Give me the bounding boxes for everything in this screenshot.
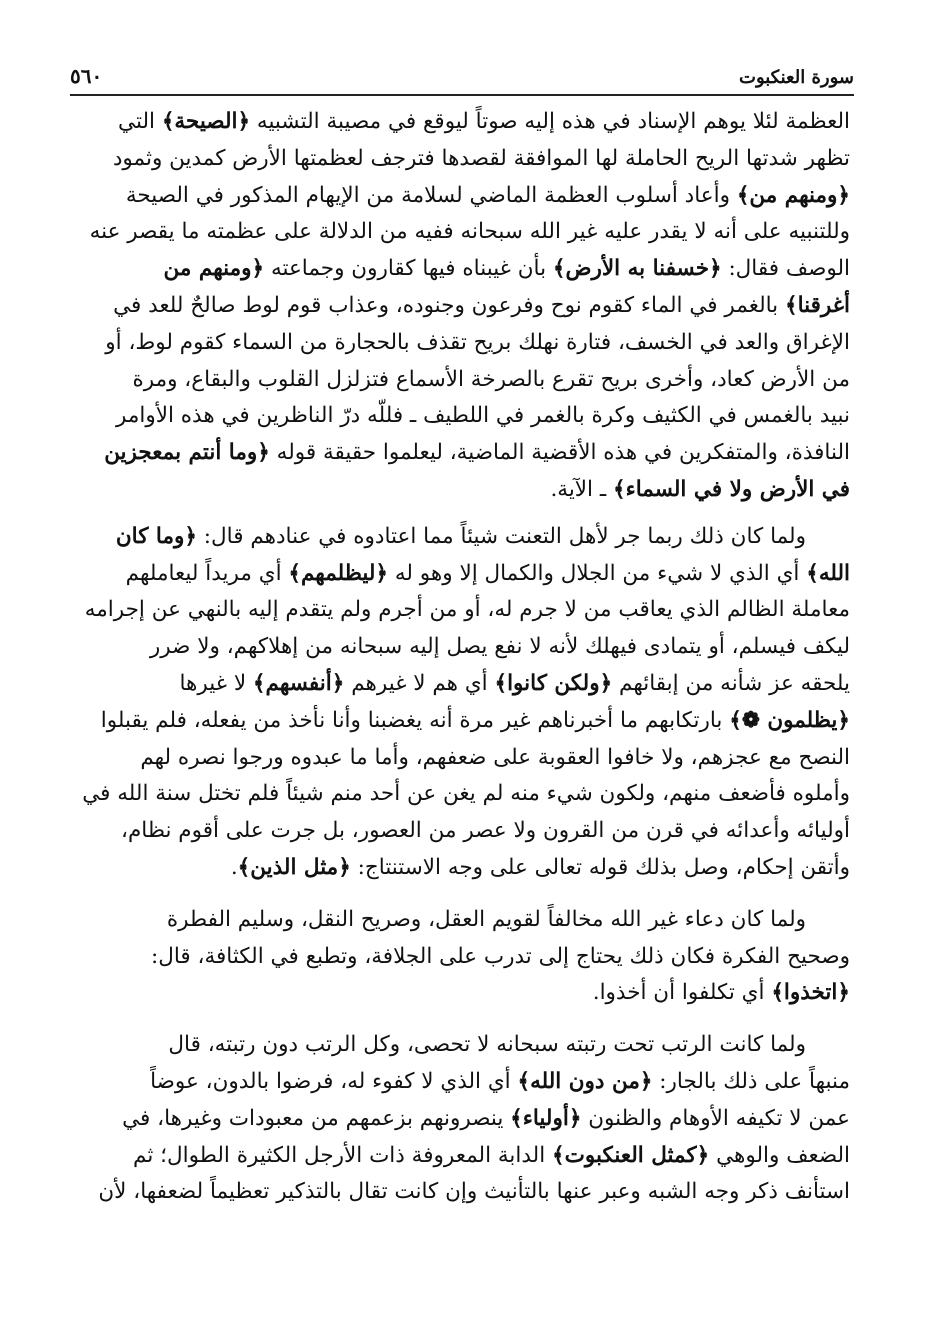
text-line: ولما كانت الرتب تحت رتبته سبحانه لا تحصى، وكل الرتب دون رتبته، قال xyxy=(168,1032,806,1058)
paragraph xyxy=(74,519,850,887)
text-line: وللتنبيه على أنه لا يقدر عليه غير الله سبحانه ففيه من الدلالة على عظمته ما يقصر عنه xyxy=(89,219,850,245)
text-line: معاملة الظالم الذي يعاقب من لا جرم له، أو من أجرم ولم يتقدم إليه بالنهي عن إجرامه xyxy=(84,597,850,623)
text-line: استأنف ذكر وجه الشبه وعبر عنها بالتأنيث وإن كانت تقال بالتذكير تعظيماً لضعفها، لأن xyxy=(98,1179,850,1205)
text-line: الله﴾ أي الذي لا شيء من الجلال والكمال إلا وهو له ﴿ليظلمهم﴾ أي مريداً ليعاملهم xyxy=(125,560,850,586)
text-line: ليكف فيسلم، أو يتمادى فيهلك لأنه لا نفع يصل إليه سبحانه من إهلاكهم، ولا ضرر xyxy=(149,634,850,660)
text-line: الضعف والوهي ﴿كمثل العنكبوت﴾ الدابة المعروفة ذات الأرجل الكثيرة الطوال؛ ثم xyxy=(133,1142,850,1168)
surah-title: سورة العنكبوت xyxy=(739,67,854,88)
text-line: النافذة، والمتفكرين في هذه الأقضية الماضية، ليعلموا حقيقة قوله ﴿وما أنتم بمعجزين xyxy=(104,440,850,466)
paragraph xyxy=(74,1027,850,1211)
text-line: العظمة لئلا يوهم الإسناد في هذه إليه صوتاً ليوقع في مصيبة التشبيه ﴿الصيحة﴾ التي xyxy=(118,109,850,134)
paragraph xyxy=(74,104,850,509)
text-line: أوليائه وأعدائه في قرن من القرون ولا عصر من العصور، بل جرت على أقوم نظام، xyxy=(121,818,850,844)
text-line: يلحقه عز شأنه من إبقائهم ﴿ولكن كانوا﴾ أي هم لا غيرهم ﴿أنفسهم﴾ لا غيرها xyxy=(179,670,850,696)
text-line: عمن لا تكيفه الأوهام والظنون ﴿أولياء﴾ ينصرونهم بزعمهم من معبودات وغيرها، في xyxy=(122,1105,850,1131)
text-line: في الأرض ولا في السماء﴾ ـ الآية. xyxy=(550,476,850,502)
page-number: ٥٦٠ xyxy=(70,64,103,88)
body-text xyxy=(74,104,850,1226)
paragraph xyxy=(74,902,850,1012)
page-header xyxy=(70,56,854,96)
text-line: وأتقن إحكام، وصل بذلك قوله تعالى على وجه الاستنتاج: ﴿مثل الذين﴾. xyxy=(230,854,850,880)
text-line: وأملوه فأضعف منهم، ولكون شيء منه لم يغن عن أحد منم شيئاً فلم تختل سنة الله في xyxy=(82,781,850,807)
text-line: الوصف فقال: ﴿خسفنا به الأرض﴾ بأن غيبناه فيها كقارون وجماعته ﴿ومنهم من xyxy=(163,256,850,282)
text-line: ﴿اتخذوا﴾ أي تكلفوا أن أخذوا. xyxy=(592,980,850,1006)
text-line: أغرقنا﴾ بالغمر في الماء كقوم نوح وفرعون وجنوده، وعذاب قوم لوط صالحٌ للعد في xyxy=(113,292,850,318)
text-line: الإغراق والعد في الخسف، فتارة نهلك بريح تقذف بالحجارة من السماء كقوم لوط، أو xyxy=(105,329,850,355)
text-line: وصحيح الفكرة فكان ذلك يحتاج إلى تدرب على الجلافة، وتطبع في الكثافة، قال: xyxy=(151,943,850,969)
text-line: ولما كان دعاء غير الله مخالفاً لقويم العقل، وصريح النقل، وسليم الفطرة xyxy=(166,906,806,932)
text-line: من الأرض كعاد، وأخرى بريح تقرع بالصرخة الأسماع فتزلزل القلوب والبقاع، ومرة xyxy=(132,366,850,392)
text-line: ﴿ومنهم من﴾ وأعاد أسلوب العظمة الماضي لسلامة من الإيهام المذكور في الصيحة xyxy=(125,182,850,208)
text-line: نبيد بالغمس في الكثيف وكرة بالغمر في اللطيف ـ فللّه درّ الناظرين في هذه الأوامر xyxy=(115,403,850,429)
text-line: ولما كان ذلك ربما جر لأهل التعنت شيئاً مما اعتادوه في عنادهم قال: ﴿وما كان xyxy=(115,523,806,549)
text-line: تظهر شدتها الريح الحاملة لها الموافقة لقصدها فترجف لعظمتها الأرض كمدين وثمود xyxy=(112,145,850,171)
text-line: النصح مع عجزهم، ولا خافوا العقوبة على ضعفهم، وأما ما عبدوه ورجوا نصره لهم xyxy=(140,744,850,770)
text-line: منبهاً على ذلك بالجار: ﴿من دون الله﴾ أي الذي لا كفوء له، فرضوا بالدون، عوضاً xyxy=(150,1068,850,1094)
text-line: ﴿يظلمون ❁﴾ بارتكابهم ما أخبرناهم غير مرة أنه يغضبنا وأنا نأخذ من يفعله، فلم يقبلوا xyxy=(100,707,850,733)
